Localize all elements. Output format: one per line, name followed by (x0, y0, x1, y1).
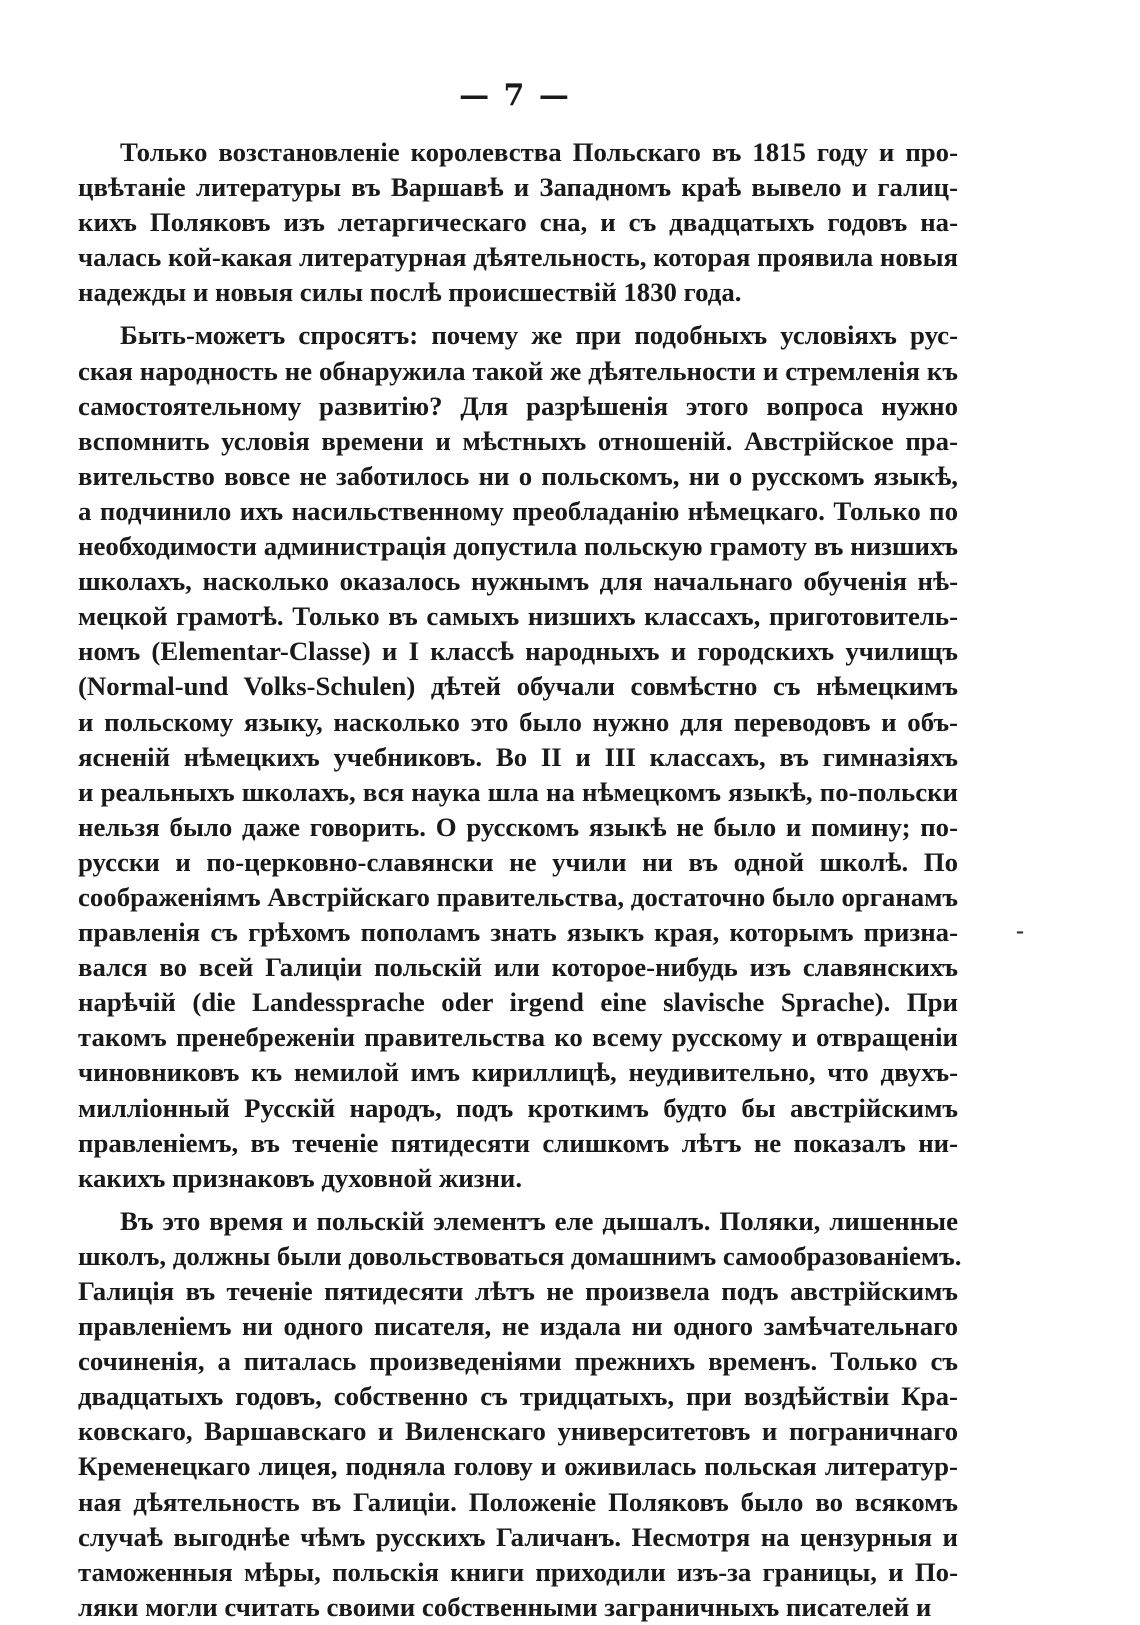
text-line: школъ, должны были довольствоваться домашнимъ самообразованіемъ. (78, 1240, 962, 1271)
text-line: чалась кой-какая литературная дѣятельность, которая проявила новыя (78, 242, 958, 273)
text-line: мецкой грамотѣ. Только въ самыхъ низшихъ классахъ, приготовитель- (78, 601, 958, 632)
text-line: надежды и новыя силы послѣ происшествій 1830 года. (78, 277, 742, 308)
text-line: какихъ признаковъ духовной жизни. (78, 1162, 523, 1193)
text-line: вспомнить условія времени и мѣстныхъ отношеній. Австрійское пра- (78, 425, 958, 456)
text-line: двадцатыхъ годовъ, собственно съ тридцатыхъ, при воздѣйствіи Кра- (78, 1381, 958, 1412)
text-line: таможенныя мѣры, польскія книги приходили изъ-за границы, и По- (78, 1556, 958, 1587)
text-line: ская народность не обнаружила такой же дѣятельности и стремленія къ (78, 355, 958, 386)
text-line: необходимости администрація допустила польскую грамоту въ низшихъ (78, 531, 958, 562)
text-line: (Normal-und Volks-Schulen) дѣтей обучали совмѣстно съ нѣмецкимъ (78, 671, 958, 702)
text-line: такомъ пренебреженіи правительства ко всему русскому и отвращеніи (78, 1022, 958, 1053)
text-line: и реальныхъ школахъ, вся наука шла на нѣмецкомъ языкѣ, по-польски (78, 776, 958, 807)
text-line: Въ это время и польскій элементъ еле дышалъ. Поляки, лишенные (120, 1205, 958, 1236)
text-line: ясненій нѣмецкихъ учебниковъ. Во II и III классахъ, въ гимназіяхъ (78, 741, 958, 772)
text-line: правленіемъ ни одного писателя, не издала ни одного замѣчательнаго (78, 1311, 958, 1342)
paragraph-gap (78, 1196, 958, 1204)
text-line: кихъ Поляковъ изъ летаргическаго сна, и съ двадцатыхъ годовъ на- (78, 207, 958, 238)
text-line: вался во всей Галиціи польскій или которое-нибудь изъ славянскихъ (78, 952, 958, 983)
text-line: сочиненія, а питалась произведеніями прежнихъ временъ. Только съ (78, 1346, 958, 1377)
paragraph (78, 1204, 962, 1625)
text-line: чиновниковъ къ немилой имъ кириллицѣ, неудивительно, что двухъ- (78, 1057, 958, 1088)
text-line: русски и по-церковно-славянски не учили ни въ одной школѣ. По (78, 846, 958, 877)
text-line: Кременецкаго лицея, подняла голову и оживилась польская литератур- (78, 1451, 958, 1482)
text-line: а подчинило ихъ насильственному преобладанію нѣмецкаго. Только по (78, 495, 958, 526)
text-line: самостоятельному развитію? Для разрѣшенія этого вопроса нужно (78, 390, 958, 421)
text-line: соображеніямъ Австрійскаго правительства, достаточно было органамъ (78, 881, 959, 912)
text-line: правленіемъ, въ теченіе пятидесяти слишкомъ лѣтъ не показалъ ни- (78, 1127, 958, 1158)
text-line: милліонный Русскій народъ, подъ кроткимъ будто бы австрійскимъ (78, 1092, 958, 1123)
text-line: ковскаго, Варшавскаго и Виленскаго университетовъ и пограничнаго (78, 1416, 958, 1447)
text-line: ная дѣятельность въ Галиціи. Положеніе Поляковъ было во всякомъ (78, 1486, 958, 1517)
text-line: школахъ, насколько оказалось нужнымъ для начальнаго обученія нѣ- (78, 566, 958, 597)
paragraph (78, 318, 958, 1195)
paragraph (78, 135, 958, 310)
text-line: нарѣчій (die Landessprache oder irgend eine slavische Sprache). При (78, 987, 958, 1018)
text-line: ляки могли считать своими собственными заграничныхъ писателей и (78, 1591, 932, 1622)
text-line: правленія съ грѣхомъ пополамъ знать языкъ края, которымъ призна- (78, 917, 958, 948)
margin-mark: - (1016, 918, 1024, 944)
body-text (78, 135, 962, 1625)
text-line: цвѣтаніе литературы въ Варшавѣ и Западномъ краѣ вывело и галиц- (78, 172, 958, 203)
text-line: вительство вовсе не заботилось ни о польскомъ, ни о русскомъ языкѣ, (78, 460, 958, 491)
text-line: случаѣ выгоднѣе чѣмъ русскихъ Галичанъ. Несмотря на цензурныя и (78, 1521, 958, 1552)
paragraph-gap (78, 310, 958, 318)
text-line: номъ (Elementar-Classe) и I классѣ народныхъ и городскихъ училищъ (78, 636, 958, 667)
text-line: и польскому языку, насколько это было нужно для переводовъ и объ- (78, 706, 958, 737)
page-number: — 7 — (459, 78, 571, 113)
text-line: Галиція въ теченіе пятидесяти лѣтъ не произвела подъ австрійскимъ (78, 1276, 958, 1306)
text-line: Только возстановленіе королевства Польскаго въ 1815 году и про- (120, 137, 958, 167)
text-line: нельзя было даже говорить. О русскомъ языкѣ не было и помину; по- (78, 811, 958, 842)
text-line: Быть-можетъ спросятъ: почему же при подобныхъ условіяхъ рус- (120, 320, 958, 351)
